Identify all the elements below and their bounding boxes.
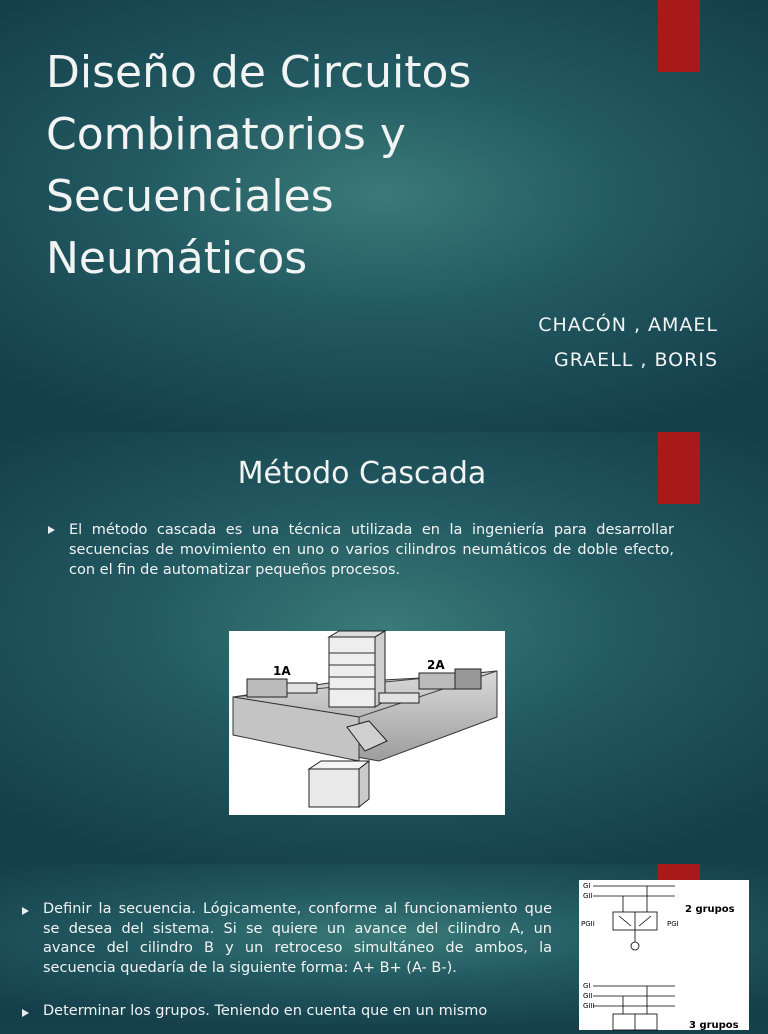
- bullet-arrow-icon: [22, 907, 29, 915]
- slide-steps: [0, 864, 768, 1031]
- slide-title: [0, 0, 768, 432]
- line-label: GII: [583, 992, 593, 1000]
- pneumatic-system-image: [229, 631, 505, 815]
- bullet-text: Determinar los grupos. Teniendo en cuenta que en un mismo: [43, 1003, 488, 1019]
- bullet-arrow-icon: [48, 526, 55, 534]
- bullet-text: Definir la secuencia. Lógicamente, conforme al funcionamiento que se desea del sistema. Si se quiere un avance del cilindro A, un avance del cilindro B y un retroceso simultáneo de ambos, la secuencia quedaría de la siguiente forma: A+ B+ (A- B-).: [43, 901, 552, 976]
- bullet-arrow-icon: [22, 1009, 29, 1017]
- author-name: GRAELL , BORIS: [554, 349, 718, 371]
- valve-groups-diagram: [579, 880, 749, 1030]
- cylinder-label: 1A: [273, 664, 291, 678]
- bullet-item: [22, 900, 552, 978]
- line-label: GI: [583, 882, 591, 890]
- port-label: PGI: [667, 920, 679, 928]
- groups-diagram: [579, 880, 749, 1030]
- slide-heading: Método Cascada: [237, 456, 487, 491]
- title-line: Diseño de Circuitos: [46, 47, 472, 98]
- line-label: GIII: [583, 1002, 595, 1010]
- line-label: GII: [583, 892, 593, 900]
- group-count-label: 3 grupos: [689, 1020, 739, 1031]
- pneumatic-system-illustration: [229, 631, 505, 815]
- accent-tab: [658, 0, 700, 72]
- port-label: PGII: [581, 920, 595, 928]
- line-label: GI: [583, 982, 591, 990]
- group-count-label: 2 grupos: [685, 904, 735, 915]
- title-line: Combinatorios y: [46, 109, 406, 160]
- author-name: CHACÓN , AMAEL: [538, 314, 718, 336]
- authors: [538, 308, 718, 378]
- title-line: Neumáticos: [46, 233, 308, 284]
- presentation-title: [46, 42, 606, 290]
- bullet-text: El método cascada es una técnica utilizada en la ingeniería para desarrollar secuencias de movimiento en uno o varios cilindros neumáticos de doble efecto, con el fin de automatizar pequeños procesos.: [69, 522, 674, 578]
- title-line: Secuenciales: [46, 171, 334, 222]
- cylinder-label: 2A: [427, 658, 445, 672]
- bullet-item: [48, 520, 674, 580]
- bullet-item: [22, 1002, 552, 1022]
- slide-cascade-method: [0, 432, 768, 864]
